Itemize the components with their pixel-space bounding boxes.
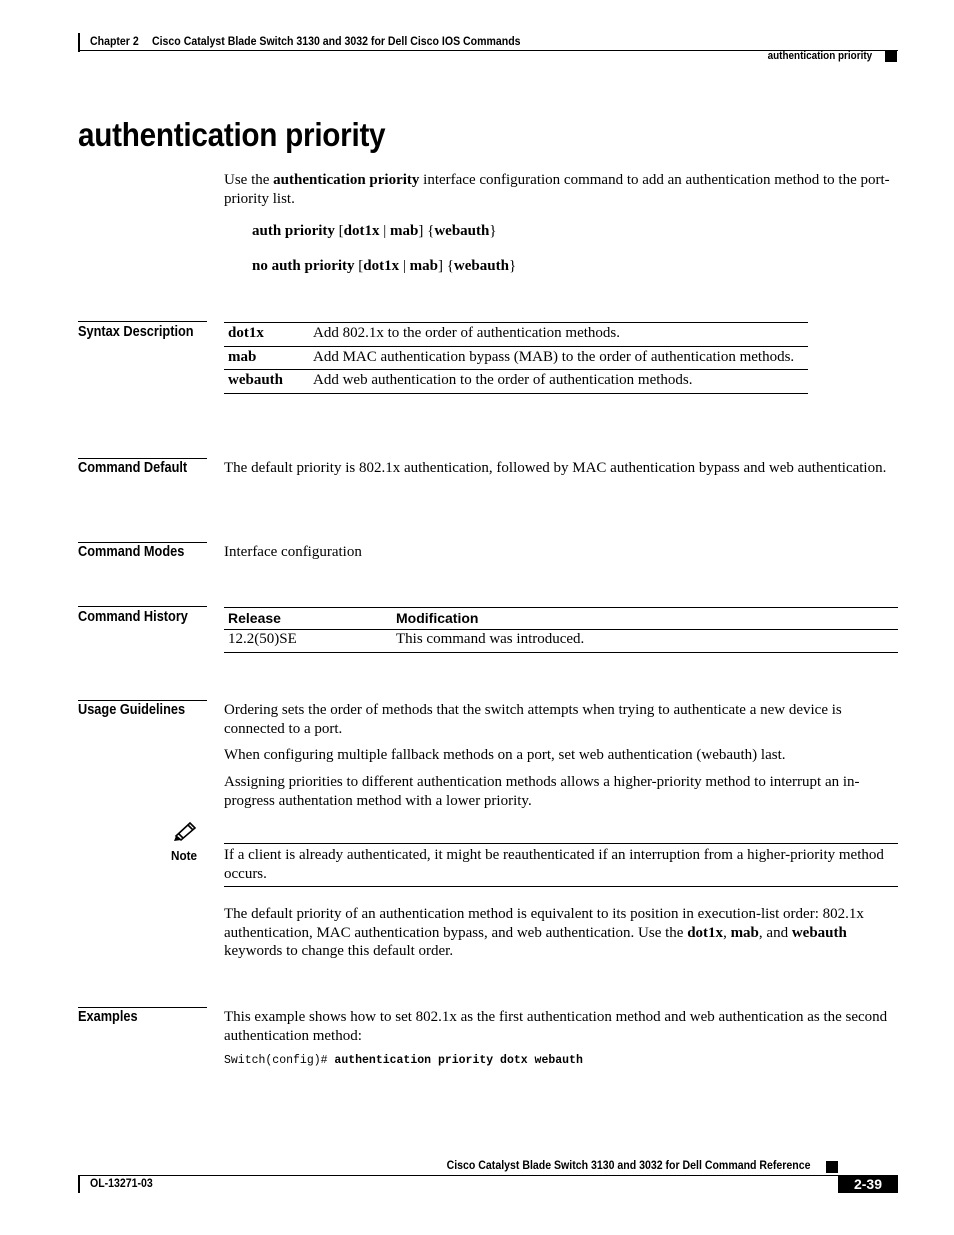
usage-paragraph-2: When configuring multiple fallback methods on a port, set web authentication (webauth) last. — [224, 747, 786, 763]
note-rule-top — [224, 843, 898, 844]
intro-text-end: interface configuration command to add an authentication method to the port-priority list. — [224, 172, 890, 207]
section-rule — [78, 606, 207, 607]
footer-rule-vertical — [78, 1175, 80, 1193]
footer-book-title: Cisco Catalyst Blade Switch 3130 and 3032 for Dell Command Reference — [446, 1158, 810, 1172]
syntax-description: Add web authentication to the order of authentication methods. — [309, 370, 808, 394]
intro-text: Use the — [224, 172, 274, 188]
syntax-keyword: webauth — [224, 370, 309, 394]
syntax-description: Add 802.1x to the order of authentication methods. — [309, 323, 808, 347]
note-label: Note — [171, 848, 198, 863]
history-header-modification: Modification — [392, 608, 898, 630]
code-command: authentication priority dotx webauth — [334, 1054, 583, 1067]
command-modes-text: Interface configuration — [224, 544, 362, 560]
section-rule — [78, 321, 207, 322]
note-pencil-icon — [173, 820, 199, 842]
table-row — [224, 630, 898, 653]
table-row — [224, 346, 808, 370]
footer-marker — [826, 1161, 838, 1173]
syntax-table — [224, 322, 808, 394]
section-label-examples: Examples — [78, 1009, 138, 1025]
section-label-command-default: Command Default — [78, 460, 188, 476]
command-default-text: The default priority is 802.1x authentication, followed by MAC authentication bypass and web authentication. — [224, 460, 887, 476]
header-marker — [885, 50, 897, 62]
footer-rule — [78, 1175, 898, 1176]
table-row — [224, 370, 808, 394]
section-rule — [78, 1007, 207, 1008]
section-label-command-history: Command History — [78, 609, 188, 625]
section-rule — [78, 700, 207, 701]
examples-text: This example shows how to set 802.1x as the first authentication method and web authentication as the second authentication method: — [224, 1009, 888, 1044]
code-example — [224, 1054, 583, 1067]
history-release: 12.2(50)SE — [224, 630, 392, 653]
section-label-usage-guidelines: Usage Guidelines — [78, 702, 186, 718]
table-header-row — [224, 608, 898, 630]
section-rule — [78, 458, 207, 459]
section-label-command-modes: Command Modes — [78, 544, 185, 560]
footer-doc-number: OL-13271-03 — [90, 1176, 153, 1190]
history-table — [224, 607, 898, 653]
section-rule — [78, 542, 207, 543]
history-header-release: Release — [224, 608, 392, 630]
footer-page-number: 2-39 — [838, 1175, 898, 1193]
syntax-keyword: dot1x — [224, 323, 309, 347]
table-row — [224, 323, 808, 347]
intro-paragraph — [224, 171, 896, 208]
note-text: If a client is already authenticated, it might be reauthenticated if an interruption from a higher-priority method occurs. — [224, 847, 884, 882]
header-section: authentication priority — [767, 50, 872, 62]
usage-paragraph-4: The default priority of an authentication method is equivalent to its position in execution-list order: 802.1x authentication, MAC authentication bypass, and web authentication. Use the dot1x, mab, and webauth keywords to change this default order. — [224, 906, 864, 959]
note-rule-bottom — [224, 886, 898, 887]
usage-paragraph-3: Assigning priorities to different authentication methods allows a higher-priority method to interrupt an in-progress authentation method with a lower priority. — [224, 774, 860, 809]
syntax-keyword: mab — [224, 346, 309, 370]
intro-command: authentication priority — [273, 172, 420, 188]
header-chapter: Chapter 2 — [90, 34, 139, 48]
syntax-description: Add MAC authentication bypass (MAB) to the order of authentication methods. — [309, 346, 808, 370]
syntax-line-2: no auth priority [dot1x | mab] {webauth} — [252, 258, 517, 274]
header-book-title: Cisco Catalyst Blade Switch 3130 and 3032 for Dell Cisco IOS Commands — [152, 34, 521, 48]
usage-paragraph-1: Ordering sets the order of methods that the switch attempts when trying to authenticate a new device is connected to a port. — [224, 702, 842, 737]
page-title: authentication priority — [78, 116, 386, 153]
syntax-line-1: auth priority [dot1x | mab] {webauth} — [252, 223, 497, 239]
code-prompt: Switch(config)# — [224, 1054, 335, 1067]
history-modification: This command was introduced. — [392, 630, 898, 653]
section-label-syntax-description: Syntax Description — [78, 324, 194, 340]
